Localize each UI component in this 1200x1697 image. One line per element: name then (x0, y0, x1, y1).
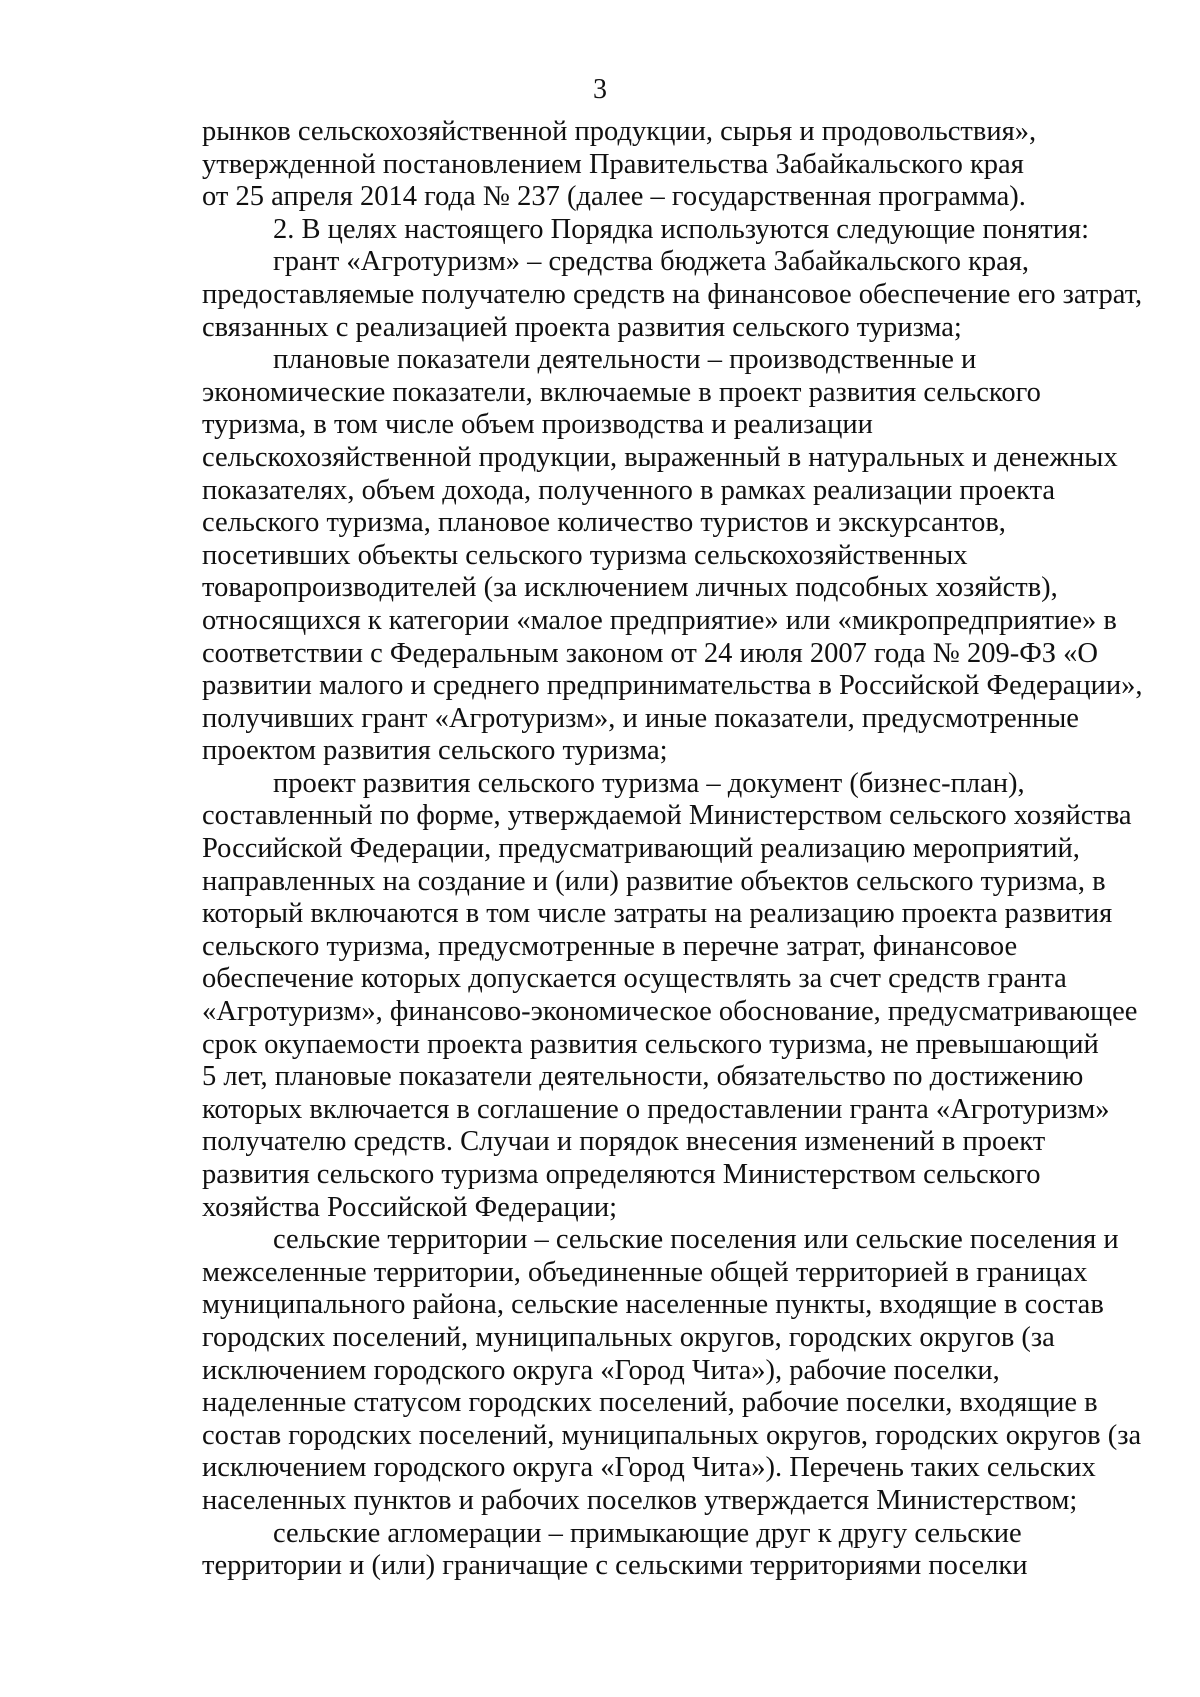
text-line: хозяйства Российской Федерации; (202, 1191, 618, 1223)
text-line: сельские территории – сельские поселения или сельские поселения и (273, 1224, 1119, 1256)
text-line: соответствии с Федеральным законом от 24 июля 2007 года № 209-ФЗ «О (202, 637, 1098, 669)
text-line: показателях, объем дохода, полученного в рамках реализации проекта (202, 474, 1056, 506)
text-line: относящихся к категории «малое предприятие» или «микропредприятие» в (202, 604, 1117, 636)
text-line: исключением городского округа «Город Чита»), рабочие поселки, (202, 1354, 1000, 1386)
text-line: получивших грант «Агротуризм», и иные показатели, предусмотренные (202, 702, 1079, 734)
text-line: грант «Агротуризм» – средства бюджета Забайкальского края, (273, 246, 1030, 278)
text-line: утвержденной постановлением Правительства Забайкальского края (202, 148, 1024, 180)
text-line: исключением городского округа «Город Чита»). Перечень таких сельских (202, 1452, 1096, 1484)
text-line: экономические показатели, включаемые в проект развития сельского (202, 376, 1041, 408)
text-line: «Агротуризм», финансово-экономическое обоснование, предусматривающее (202, 996, 1138, 1028)
text-line: плановые показатели деятельности – производственные и (273, 344, 977, 376)
text-line: 5 лет, плановые показатели деятельности, обязательство по достижению (202, 1061, 1084, 1093)
text-line: сельского туризма, предусмотренные в перечне затрат, финансовое (202, 930, 1018, 962)
text-line: состав городских поселений, муниципальных округов, городских округов (за (202, 1419, 1142, 1451)
text-line: рынков сельскохозяйственной продукции, сырья и продовольствия», (202, 116, 1037, 147)
text-line: предоставляемые получателю средств на финансовое обеспечение его затрат, (202, 278, 1143, 310)
text-line: населенных пунктов и рабочих поселков утверждается Министерством; (202, 1484, 1078, 1516)
text-line: развития сельского туризма определяются Министерством сельского (202, 1159, 1041, 1190)
text-line: от 25 апреля 2014 года № 237 (далее – государственная программа). (202, 181, 1026, 213)
text-line: которых включается в соглашение о предоставлении гранта «Агротуризм» (202, 1093, 1110, 1125)
text-line: который включаются в том числе затраты на реализацию проекта развития (202, 898, 1113, 930)
text-line: городских поселений, муниципальных округов, городских округов (за (202, 1321, 1055, 1353)
text-line: туризма, в том числе объем производства и реализации (202, 409, 873, 441)
text-line: наделенные статусом городских поселений, рабочие поселки, входящие в (202, 1387, 1098, 1419)
text-line: сельские агломерации – примыкающие друг к другу сельские (273, 1517, 1022, 1549)
text-line: товаропроизводителей (за исключением личных подсобных хозяйств), (202, 572, 1058, 604)
text-line: связанных с реализацией проекта развития сельского туризма; (202, 311, 962, 343)
text-line: межселенные территории, объединенные общей территорией в границах (202, 1256, 1088, 1288)
text-line: 2. В целях настоящего Порядка используются следующие понятия: (273, 213, 1090, 245)
text-line: проект развития сельского туризма – документ (бизнес-план), (273, 767, 1025, 799)
text-line: обеспечение которых допускается осуществлять за счет средств гранта (202, 963, 1067, 995)
text-line: проектом развития сельского туризма; (202, 735, 668, 767)
text-line: муниципального района, сельские населенные пункты, входящие в состав (202, 1289, 1104, 1321)
text-line: сельского туризма, плановое количество туристов и экскурсантов, (202, 507, 1006, 539)
text-line: Российской Федерации, предусматривающий реализацию мероприятий, (202, 833, 1080, 865)
page-number: 3 (593, 74, 607, 105)
text-line: получателю средств. Случаи и порядок внесения изменений в проект (202, 1126, 1046, 1158)
text-line: составленный по форме, утверждаемой Министерством сельского хозяйства (202, 800, 1132, 832)
text-line: срок окупаемости проекта развития сельского туризма, не превышающий (202, 1028, 1099, 1060)
text-line: сельскохозяйственной продукции, выраженный в натуральных и денежных (202, 441, 1118, 473)
text-line: направленных на создание и (или) развитие объектов сельского туризма, в (202, 865, 1106, 897)
text-line: развитии малого и среднего предпринимательства в Российской Федерации», (202, 670, 1143, 702)
body-text (202, 116, 1146, 1583)
text-line: территории и (или) граничащие с сельскими территориями поселки (202, 1550, 1028, 1582)
text-line: посетивших объекты сельского туризма сельскохозяйственных (202, 539, 968, 571)
